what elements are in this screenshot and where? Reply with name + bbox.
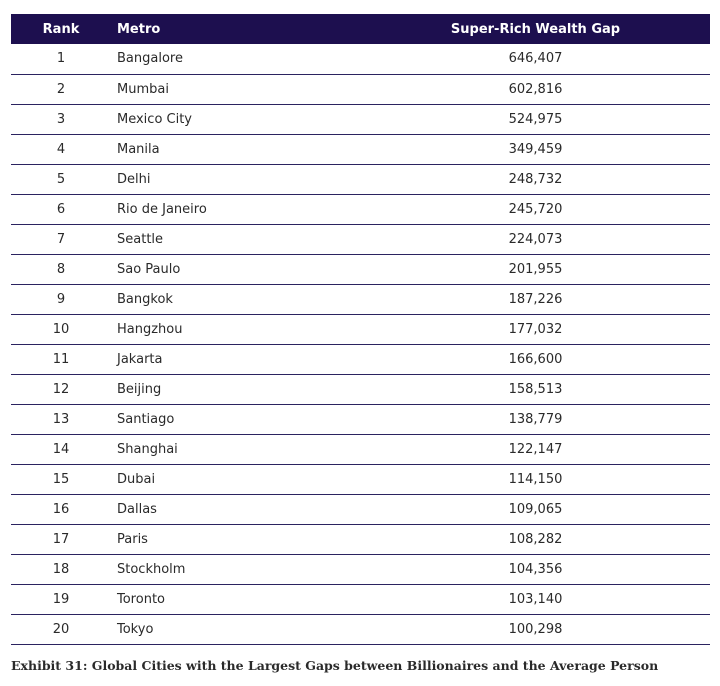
metro-cell: Toronto bbox=[111, 584, 361, 614]
metro-cell: Dubai bbox=[111, 464, 361, 494]
table-row bbox=[11, 74, 710, 104]
header-rank: Rank bbox=[42, 21, 80, 37]
metro-cell: Tokyo bbox=[111, 614, 361, 644]
table-row bbox=[11, 284, 710, 314]
rank-cell: 11 bbox=[11, 344, 111, 374]
rank-cell: 13 bbox=[11, 404, 111, 434]
table-row bbox=[11, 374, 710, 404]
header-wealth-gap: Super-Rich Wealth Gap bbox=[450, 21, 621, 37]
rank-cell: 16 bbox=[11, 494, 111, 524]
metro-cell: Stockholm bbox=[111, 554, 361, 584]
wealth-gap-cell: 166,600 bbox=[361, 344, 710, 374]
table-body bbox=[11, 44, 710, 644]
table-row bbox=[11, 104, 710, 134]
table-row bbox=[11, 434, 710, 464]
wealth-gap-cell: 646,407 bbox=[361, 44, 710, 74]
metro-cell: Seattle bbox=[111, 224, 361, 254]
wealth-gap-table-container bbox=[11, 14, 710, 645]
table-row bbox=[11, 44, 710, 74]
table-header bbox=[11, 14, 710, 44]
wealth-gap-cell: 103,140 bbox=[361, 584, 710, 614]
wealth-gap-cell: 104,356 bbox=[361, 554, 710, 584]
wealth-gap-cell: 602,816 bbox=[361, 74, 710, 104]
rank-cell: 12 bbox=[11, 374, 111, 404]
wealth-gap-cell: 109,065 bbox=[361, 494, 710, 524]
wealth-gap-cell: 349,459 bbox=[361, 134, 710, 164]
wealth-gap-cell: 177,032 bbox=[361, 314, 710, 344]
table-row bbox=[11, 344, 710, 374]
rank-cell: 18 bbox=[11, 554, 111, 584]
rank-cell: 19 bbox=[11, 584, 111, 614]
rank-cell: 8 bbox=[11, 254, 111, 284]
wealth-gap-cell: 100,298 bbox=[361, 614, 710, 644]
wealth-gap-cell: 201,955 bbox=[361, 254, 710, 284]
metro-cell: Hangzhou bbox=[111, 314, 361, 344]
table-row bbox=[11, 554, 710, 584]
table-row bbox=[11, 584, 710, 614]
wealth-gap-cell: 245,720 bbox=[361, 194, 710, 224]
rank-cell: 9 bbox=[11, 284, 111, 314]
rank-cell: 3 bbox=[11, 104, 111, 134]
rank-cell: 2 bbox=[11, 74, 111, 104]
metro-cell: Rio de Janeiro bbox=[111, 194, 361, 224]
table-row bbox=[11, 194, 710, 224]
table-row bbox=[11, 464, 710, 494]
wealth-gap-cell: 187,226 bbox=[361, 284, 710, 314]
wealth-gap-cell: 138,779 bbox=[361, 404, 710, 434]
metro-cell: Sao Paulo bbox=[111, 254, 361, 284]
rank-cell: 15 bbox=[11, 464, 111, 494]
wealth-gap-cell: 248,732 bbox=[361, 164, 710, 194]
metro-cell: Mumbai bbox=[111, 74, 361, 104]
table-row bbox=[11, 614, 710, 644]
rank-cell: 10 bbox=[11, 314, 111, 344]
rank-cell: 14 bbox=[11, 434, 111, 464]
rank-cell: 6 bbox=[11, 194, 111, 224]
header-row bbox=[11, 14, 710, 44]
metro-cell: Santiago bbox=[111, 404, 361, 434]
metro-cell: Bangkok bbox=[111, 284, 361, 314]
table-row bbox=[11, 314, 710, 344]
metro-cell: Jakarta bbox=[111, 344, 361, 374]
wealth-gap-table bbox=[11, 14, 710, 645]
table-row bbox=[11, 254, 710, 284]
metro-cell: Delhi bbox=[111, 164, 361, 194]
rank-cell: 20 bbox=[11, 614, 111, 644]
rank-cell: 17 bbox=[11, 524, 111, 554]
wealth-gap-cell: 122,147 bbox=[361, 434, 710, 464]
metro-cell: Mexico City bbox=[111, 104, 361, 134]
rank-cell: 1 bbox=[11, 44, 111, 74]
wealth-gap-cell: 158,513 bbox=[361, 374, 710, 404]
rank-cell: 4 bbox=[11, 134, 111, 164]
wealth-gap-cell: 524,975 bbox=[361, 104, 710, 134]
exhibit-caption: Exhibit 31: Global Cities with the Largest Gaps between Billionaires and the Average Person bbox=[11, 658, 659, 673]
table-row bbox=[11, 404, 710, 434]
table-row bbox=[11, 134, 710, 164]
rank-cell: 5 bbox=[11, 164, 111, 194]
metro-cell: Beijing bbox=[111, 374, 361, 404]
table-row bbox=[11, 164, 710, 194]
wealth-gap-cell: 224,073 bbox=[361, 224, 710, 254]
metro-cell: Manila bbox=[111, 134, 361, 164]
table-row bbox=[11, 494, 710, 524]
table-row bbox=[11, 224, 710, 254]
metro-cell: Dallas bbox=[111, 494, 361, 524]
table-row bbox=[11, 524, 710, 554]
metro-cell: Bangalore bbox=[111, 44, 361, 74]
wealth-gap-cell: 114,150 bbox=[361, 464, 710, 494]
metro-cell: Paris bbox=[111, 524, 361, 554]
header-metro: Metro bbox=[117, 21, 161, 37]
wealth-gap-cell: 108,282 bbox=[361, 524, 710, 554]
metro-cell: Shanghai bbox=[111, 434, 361, 464]
rank-cell: 7 bbox=[11, 224, 111, 254]
